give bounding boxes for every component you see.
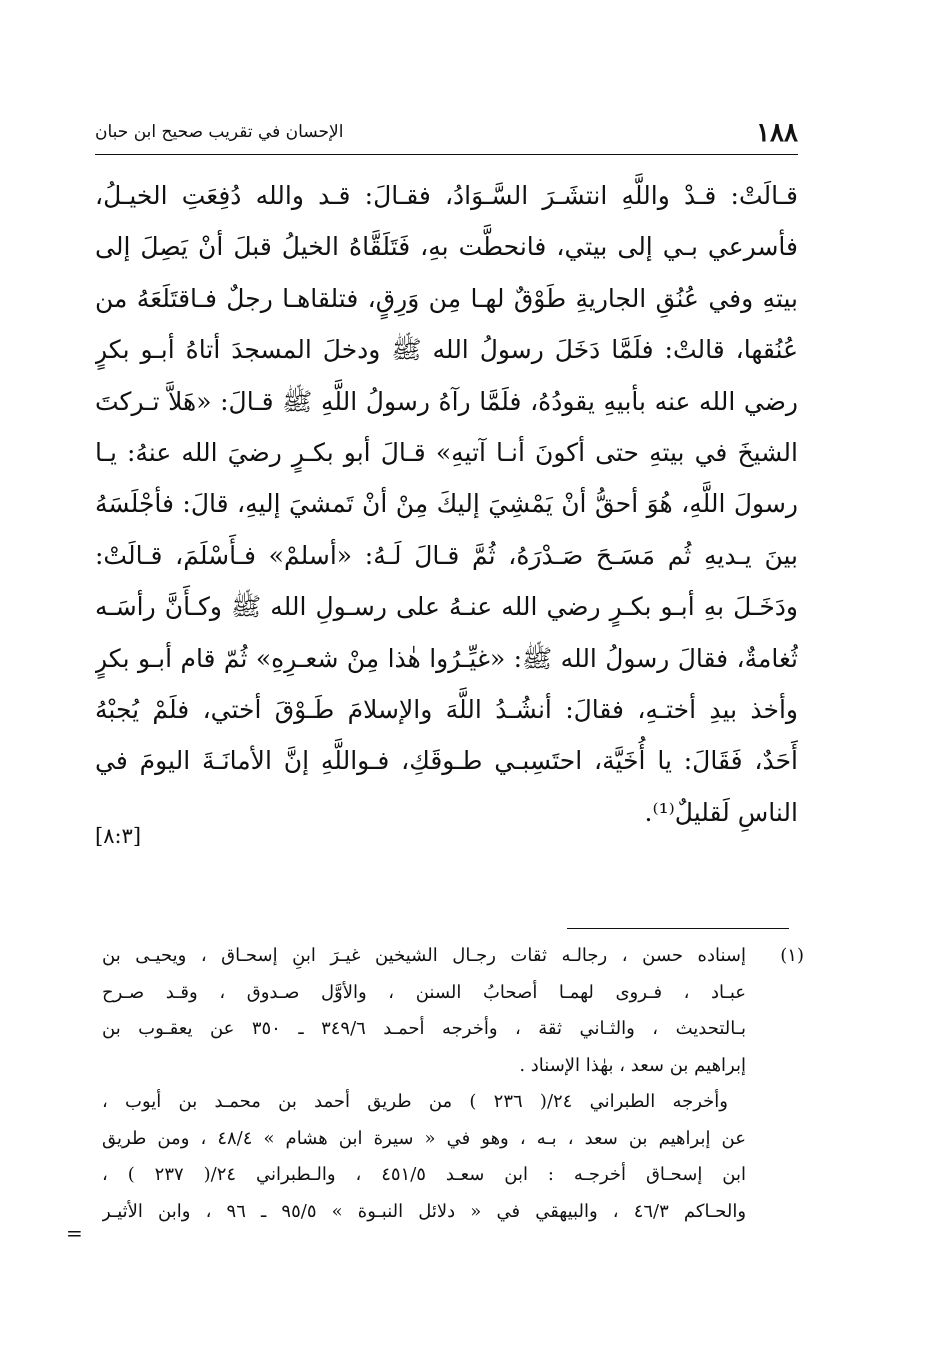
footnote-line: إبراهيم بن سعد ، بهٰذا الإسناد . (519, 1054, 746, 1076)
footnote-line: عن إبراهيم بن سعد ، بـه ، وهو في « سيرة ابن هشام » ٤٨/٤ ، ومن طريق (102, 1127, 746, 1149)
text-line: فأسرعي بـي إلى بيتي، فانحطَّت بهِ، فَتَلَقَّاهُ الخيلُ قبلَ أنْ يَصِلَ إلى (95, 232, 798, 262)
text-line: وأخذ بيدِ أختـهِ، فقالَ: أنشُـدُ اللَّهَ والإسلامَ طَـوْقَ أختي، فلَمْ يُجبْهُ (95, 695, 798, 725)
text-line: ثُغامةٌ، فقالَ رسولُ الله ﷺ: «غيِّـرُوا هٰذا مِنْ شعـرِهِ» ثُمّ قام أبـو بكرٍ (95, 643, 798, 673)
text-line: الشيخَ في بيتهِ حتى أكونَ أنـا آتيهِ» قـالَ أبو بكـرٍ رضيَ الله عنهُ: يـا (95, 438, 798, 468)
running-title: الإحسان في تقريب صحيح ابن حبان (95, 122, 344, 142)
footnote-line: والحـاكم ٤٦/٣ ، والبيهقي في « دلائل النبـوة » ٩٥/٥ ـ ٩٦ ، وابن الأثيـر (102, 1200, 747, 1222)
hadith-reference: [٨:٣] (95, 824, 142, 848)
text-line: عُنُقها، قالتْ: فلَمَّا دَخَلَ رسولُ الله ﷺ ودخلَ المسجدَ أتاهُ أبـو بكرٍ (95, 335, 798, 365)
text-line-last: الناسِ لَقليلٌ⁽¹⁾. (644, 797, 798, 827)
text-line: رضي الله عنه بأبيهِ يقودُهُ، فلَمَّا رآهُ رسولُ اللَّهِ ﷺ قـالَ: «هَلاَّ تـركتَ (95, 386, 798, 416)
footnotes-section (102, 938, 804, 1230)
text-line: رسولَ اللَّهِ، هُوَ أحقُّ أنْ يَمْشِيَ إليكَ مِنْ أنْ تَمشيَ إليهِ، قالَ: فأجْلَسَهُ (95, 489, 798, 519)
main-text-body (95, 170, 798, 838)
continuation-mark: = (66, 1221, 83, 1245)
text-line: قـالَتْ: قـدْ واللَّهِ انتشَـرَ السَّـوَادُ، فقـالَ: قـد والله دُفِعَتِ الخيـلُ، (95, 181, 798, 210)
footnote-divider (567, 928, 789, 929)
footnote-line: ابن إسحـاق أخرجـه : ابن سعـد ٤٥١/٥ ، والـطبراني ٢٤/( ٢٣٧ ) ، (102, 1164, 746, 1185)
footnote-line: عبـاد ، فـروى لهمـا أصحابُ السنن ، والأوَّل صـدوق ، وقـد صـرح (102, 981, 746, 1003)
text-line: بيتهِ وفي عُنُقِ الجاريةِ طَوْقٌ لهـا مِن وَرِقٍ، فتلقاهـا رجلٌ فـاقتَلَعَهُ من (95, 283, 798, 313)
footnote-line: بـالتحديث ، والثـاني ثقة ، وأخرجه أحمـد ٣٤٩/٦ ـ ٣٥٠ عن يعقـوب بن (102, 1018, 746, 1039)
page-header (95, 118, 798, 155)
text-line: ودَخَـلَ بهِ أبـو بكـرٍ رضي الله عنـهُ على رسـولِ الله ﷺ وكـأَنَّ رأسَـه (95, 592, 798, 622)
text-line: بينَ يـديهِ ثُم مَسَـحَ صَـدْرَهُ، ثُمَّ قـالَ لَـهُ: «أسلمْ» فـأَسْلَمَ، قـالَتْ: (95, 540, 798, 570)
page-number: ١٨٨ (756, 118, 798, 148)
text-line: أَحَدٌ، فَقَالَ: يا أُخَيَّة، احتَسِبـي طـوقَكِ، فـواللَّهِ إنَّ الأمانَـةَ اليومَ في (95, 746, 798, 776)
footnote-line: وأخرجه الطبراني ٢٤/( ٢٣٦ ) من طريق أحمد بن محمـد بن أيوب ، (102, 1091, 728, 1112)
footnote-number: (١) (780, 945, 804, 966)
footnote-line: إسناده حسن ، رجالـه ثقات رجـال الشيخين غيـرَ ابنِ إسحـاق ، ويحيـى بن (102, 945, 746, 966)
